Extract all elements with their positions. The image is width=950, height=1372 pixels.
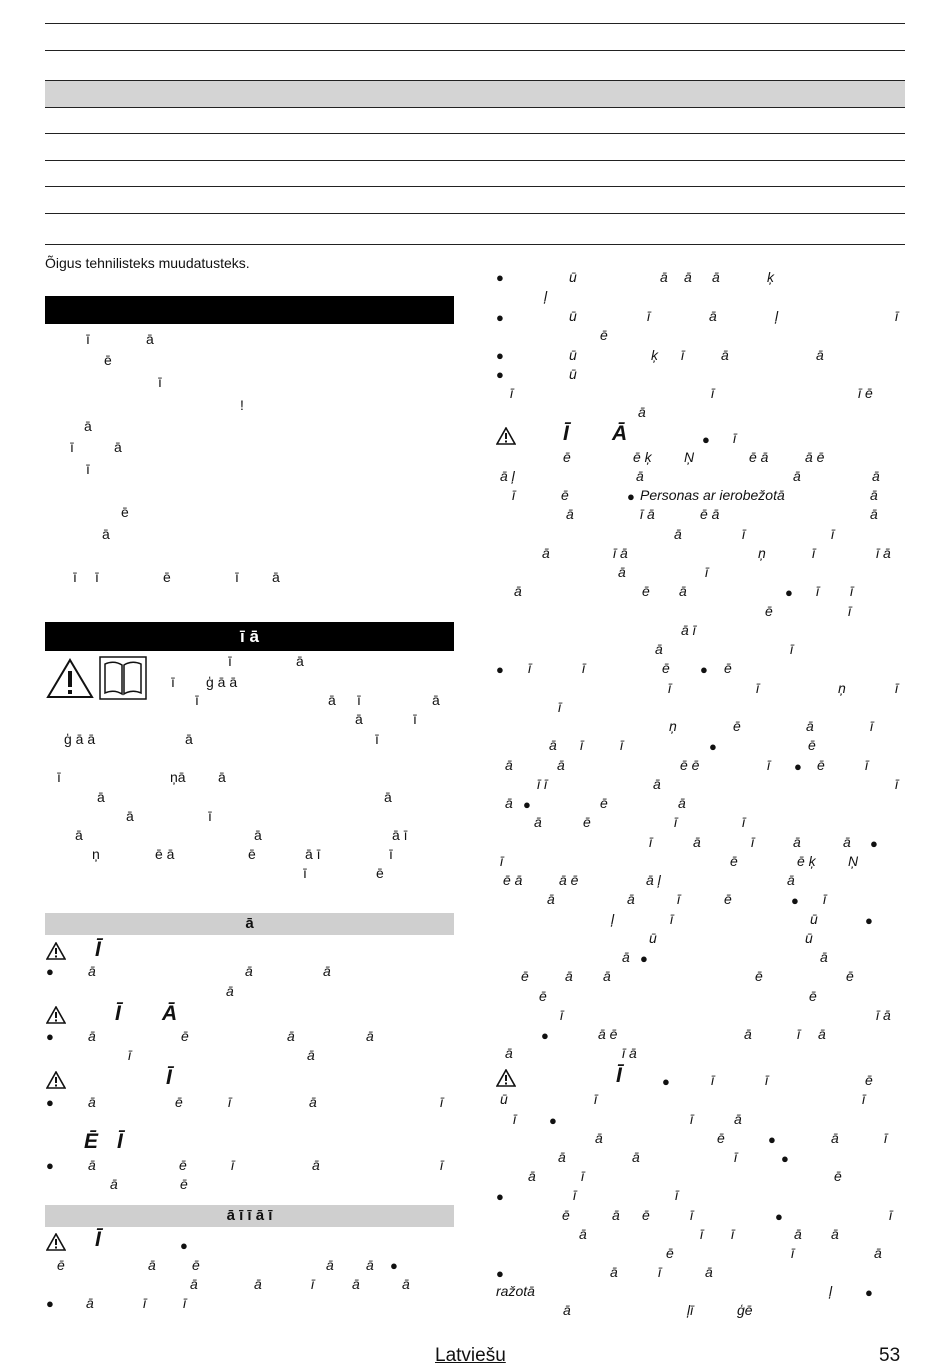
table-rule [45, 213, 905, 214]
table-header-band [45, 81, 905, 107]
manual-book-icon [99, 656, 147, 700]
warning-icon [46, 1006, 66, 1024]
section-bar-intro [45, 296, 454, 324]
warning-icon [46, 1071, 66, 1089]
manufacturer-text: ražotā [496, 1283, 535, 1299]
warning-icon [496, 427, 516, 445]
section-bar-safety: ī ā [45, 622, 454, 651]
table-rule [45, 133, 905, 134]
warning-triangle-icon [46, 657, 94, 699]
page-number: 53 [879, 1345, 901, 1366]
section-bar-gray-2: ā ī ī ā ī [45, 1205, 454, 1227]
table-rule [45, 107, 905, 108]
table-rule [45, 244, 905, 245]
section-bar-gray-1: ā [45, 913, 454, 935]
table-rule [45, 50, 905, 51]
warning-icon [496, 1069, 516, 1087]
warning-icon [46, 942, 66, 960]
footer-language: Latviešu [435, 1345, 506, 1366]
warning-icon [46, 1233, 66, 1251]
table-rule [45, 160, 905, 161]
technical-changes-note: Õigus tehnilisteks muudatusteks. [45, 255, 250, 271]
persons-restricted-text: Personas ar ierobežotā [640, 487, 785, 503]
table-rule [45, 23, 905, 24]
table-rule [45, 186, 905, 187]
